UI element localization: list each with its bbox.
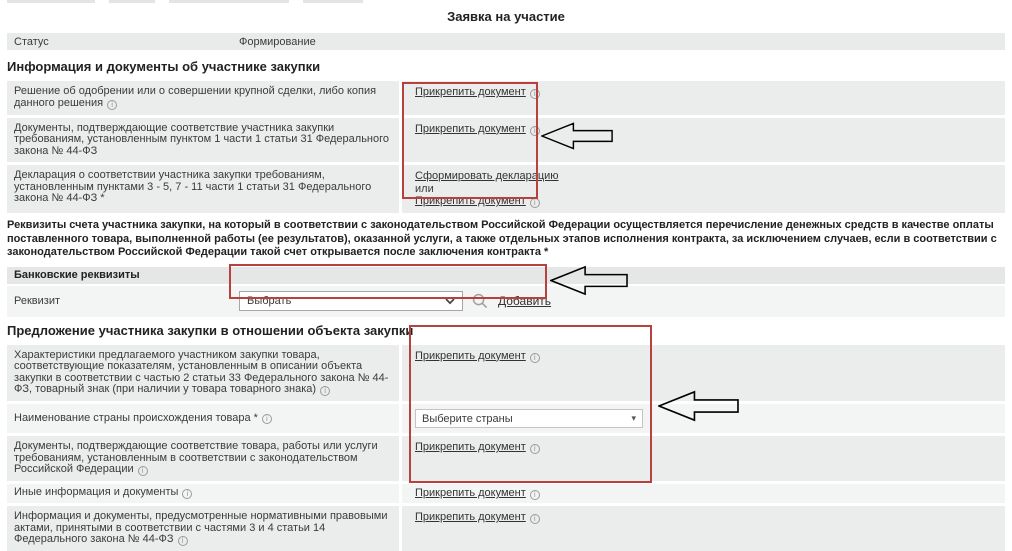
info-icon[interactable]: [530, 126, 540, 136]
table-row: [7, 118, 1005, 163]
requisite-select[interactable]: [239, 291, 463, 311]
info-icon[interactable]: [320, 386, 330, 396]
table-row: [7, 345, 1005, 402]
table-row: [7, 81, 1005, 115]
row-label: Характеристики предлагаемого участником закупки товара, соответствующие показателям, установленным в описании объекта закупки в соответствии с частью 2 статьи 33 Федерального закона № 44-ФЗ, товарный знак (при наличии у товара товарного знака): [14, 349, 388, 396]
attach-document-link[interactable]: Прикрепить документ: [415, 123, 526, 135]
info-icon[interactable]: [530, 89, 540, 99]
generate-declaration-link[interactable]: Сформировать декларацию: [415, 170, 559, 182]
country-select[interactable]: [415, 409, 643, 428]
requisite-row: [7, 286, 1005, 317]
row-label: Документы, подтверждающие соответствие участника закупки требованиям, установленным пунктом 1 части 1 статьи 31 Федерального закона № 44-ФЗ: [14, 122, 389, 157]
country-select-placeholder: Выберите страны: [422, 413, 513, 425]
table-row: [7, 506, 1005, 551]
offer-documents-table: [7, 345, 1005, 551]
row-label: Решение об одобрении или о совершении крупной сделки, либо копия данного решения: [14, 85, 376, 109]
participant-documents-table: [7, 81, 1005, 213]
info-icon[interactable]: [182, 489, 192, 499]
info-icon[interactable]: [530, 490, 540, 500]
info-icon[interactable]: [178, 536, 188, 546]
page-title: Заявка на участие: [0, 0, 1012, 24]
info-icon[interactable]: [530, 198, 540, 208]
info-icon[interactable]: [138, 466, 148, 476]
bank-account-note: Реквизиты счета участника закупки, на который в соответствии с законодательством Российской Федерации осуществляется перечисление денежных средств в качестве оплаты поставленного товара, выполненной работы (ее результатов), оказанной услуги, а также отдельных этапов исполнения контракта, за исключением случаев, если в соответствии с законодательством Российской Федерации такой счет открывается после заключения контракта *: [7, 219, 1005, 260]
row-label: Наименование страны происхождения товара *: [14, 413, 258, 425]
row-label: Иные информация и документы: [14, 486, 178, 498]
status-label: Статус: [7, 36, 239, 48]
participant-section-title: Информация и документы об участнике закупки: [7, 59, 1012, 74]
search-icon[interactable]: [472, 293, 488, 309]
attach-document-link[interactable]: Прикрепить документ: [415, 350, 526, 362]
attach-document-link[interactable]: Прикрепить документ: [415, 487, 526, 499]
row-label: Декларация о соответствии участника закупки требованиям, установленным пунктами 3 - 5, 7 - 11 части 1 статьи 31 Федерального закона № 44-ФЗ *: [14, 169, 371, 204]
requisite-select-value: Выбрать: [247, 295, 291, 307]
info-icon[interactable]: [530, 353, 540, 363]
bank-requisites-header: Банковские реквизиты: [7, 267, 1005, 284]
cutoff-text-artifact: [7, 0, 363, 4]
add-requisite-button[interactable]: Добавить: [498, 294, 551, 308]
info-icon[interactable]: [262, 414, 272, 424]
attach-document-link[interactable]: Прикрепить документ: [415, 86, 526, 98]
attach-document-link[interactable]: Прикрепить документ: [415, 441, 526, 453]
attach-document-link[interactable]: Прикрепить документ: [415, 511, 526, 523]
info-icon[interactable]: [530, 514, 540, 524]
or-text: или: [415, 183, 434, 195]
status-row: [7, 33, 1005, 50]
table-row: [7, 165, 1005, 213]
status-value: Формирование: [239, 36, 316, 48]
table-row: [7, 436, 1005, 481]
chevron-down-icon: [445, 298, 455, 305]
info-icon[interactable]: [107, 100, 117, 110]
offer-section-title: Предложение участника закупки в отношении объекта закупки: [7, 323, 1012, 338]
table-row: [7, 404, 1005, 433]
attach-document-link[interactable]: Прикрепить документ: [415, 195, 526, 207]
row-label: Документы, подтверждающие соответствие товара, работы или услуги требованиям, установленным в соответствии с законодательством Российской Федерации: [14, 440, 378, 475]
chevron-down-icon: ▾: [631, 414, 636, 423]
requisite-label: Реквизит: [7, 295, 239, 307]
row-label: Информация и документы, предусмотренные нормативными правовыми актами, принятыми в соответствии с частями 3 и 4 статьи 14 Федерального закона № 44-ФЗ: [14, 510, 387, 545]
info-icon[interactable]: [530, 444, 540, 454]
table-row: [7, 484, 1005, 503]
